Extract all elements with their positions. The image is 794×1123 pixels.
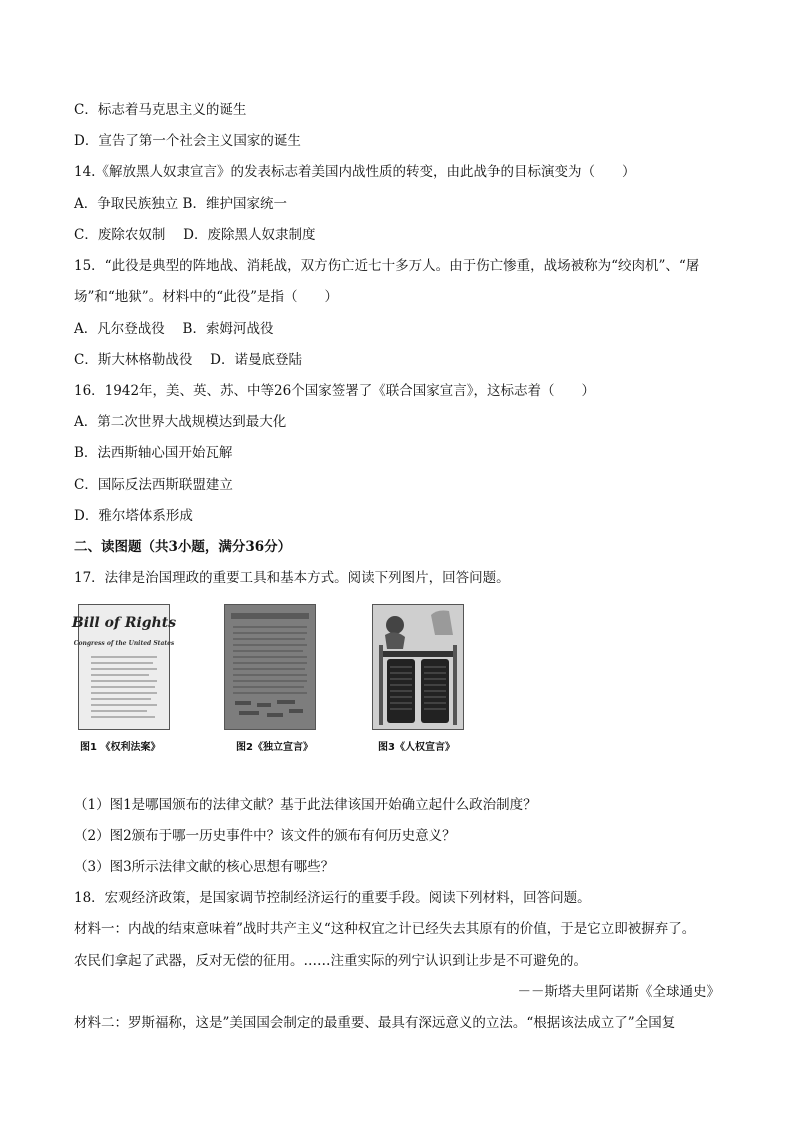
- material-1-line-2: 农民们拿起了武器，反对无偿的征用。……注重实际的列宁认识到让步是不可避免的。: [74, 953, 587, 969]
- figure-1-subheading: Congress of the United States: [73, 640, 175, 647]
- figure-3-rights-of-man: [372, 604, 464, 730]
- material-2-line-1: 材料二：罗斯福称，这是”美国国会制定的最重要、最具有深远意义的立法。“根据该法成立了”全国复: [74, 1015, 676, 1031]
- material-1-line-1: 材料一：内战的结束意味着”战时共产主义“这种权宜之计已经失去其原有的价值，于是它立即被摒弃了。: [74, 921, 696, 937]
- question-14-options-cd: C．废除农奴制 D．废除黑人奴隶制度: [74, 227, 316, 243]
- material-1-source: －－斯塔夫里阿诺斯《全球通史》: [517, 984, 720, 1000]
- question-14-options-ab: A．争取民族独立 B．维护国家统一: [74, 196, 287, 212]
- rights-of-man-image: [373, 605, 463, 729]
- figure-2-declaration-of-independence: [224, 604, 316, 730]
- question-17-part-1: （1）图1是哪国颁布的法律文献？基于此法律该国开始确立起什么政治制度？: [74, 797, 537, 813]
- question-15-line-1: 15．“此役是典型的阵地战、消耗战，双方伤亡近七十多万人。由于伤亡惨重，战场被称为“绞肉机”、“屠: [74, 258, 700, 274]
- question-15-options-cd: C．斯大林格勒战役 D．诺曼底登陆: [74, 352, 302, 368]
- question-16-option-c: C．国际反法西斯联盟建立: [74, 477, 233, 493]
- question-17-part-3: （3）图3所示法律文献的核心思想有哪些？: [74, 859, 335, 875]
- figure-1-heading: Bill of Rights: [71, 615, 177, 631]
- question-17: 17．法律是治国理政的重要工具和基本方式。阅读下列图片，回答问题。: [74, 570, 510, 586]
- bill-of-rights-image: [71, 605, 177, 729]
- figure-3-caption: 图3《人权宣言》: [378, 742, 455, 753]
- figure-2-caption: 图2《独立宣言》: [236, 742, 313, 753]
- question-17-part-2: （2）图2颁布于哪一历史事件中？该文件的颁布有何历史意义？: [74, 828, 456, 844]
- declaration-image: [225, 605, 315, 729]
- line-c-marxism: C．标志着马克思主义的诞生: [74, 102, 247, 118]
- question-14: 14.《解放黑人奴隶宣言》的发表标志着美国内战性质的转变，由此战争的目标演变为（ ）: [74, 164, 636, 180]
- question-15-line-2: 场”和“地狱”。材料中的“此役”是指（ ）: [74, 289, 339, 305]
- section-2-heading: 二、读图题（共3小题，满分36分）: [74, 539, 292, 555]
- question-15-options-ab: A．凡尔登战役 B．索姆河战役: [74, 321, 274, 337]
- question-16-option-b: B．法西斯轴心国开始瓦解: [74, 445, 233, 461]
- figure-1-bill-of-rights: [71, 604, 177, 730]
- question-18: 18．宏观经济政策，是国家调节控制经济运行的重要手段。阅读下列材料，回答问题。: [74, 890, 591, 906]
- question-16: 16．1942年，美、英、苏、中等26个国家签署了《联合国家宣言》，这标志着（ ）: [74, 383, 595, 399]
- question-16-option-d: D．雅尔塔体系形成: [74, 508, 193, 524]
- question-16-option-a: A．第二次世界大战规模达到最大化: [74, 414, 287, 430]
- figure-1-caption: 图1 《权利法案》: [80, 742, 161, 753]
- line-d-socialist-state: D．宣告了第一个社会主义国家的诞生: [74, 133, 301, 149]
